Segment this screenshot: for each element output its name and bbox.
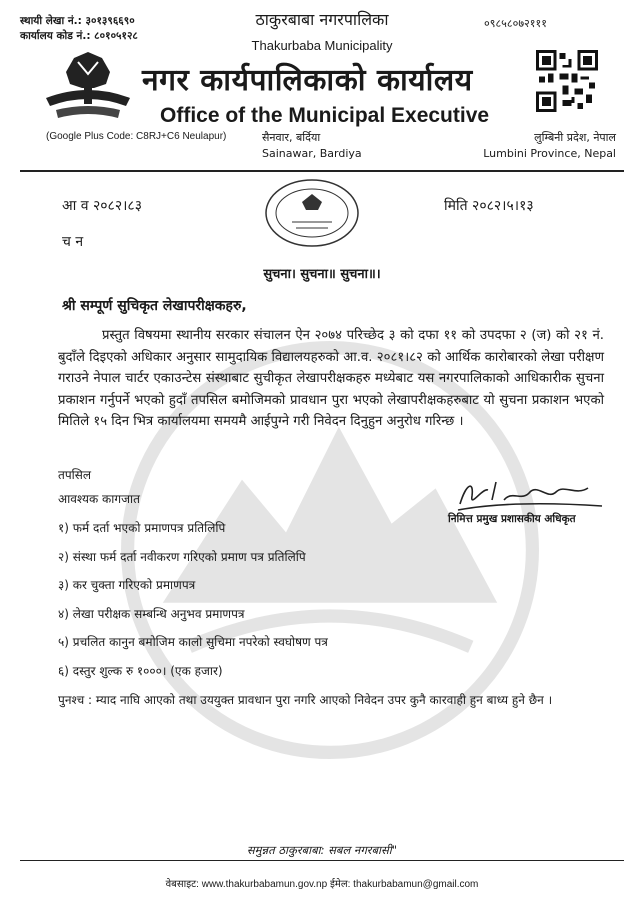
signature (452, 470, 612, 516)
required-docs-heading: आवश्यक कागजात (58, 492, 140, 506)
addressee: श्री सम्पूर्ण सुचिकृत लेखापरीक्षकहरु, (62, 298, 247, 314)
postscript: पुनश्च : म्याद नाघि आएको तथा उययुक्त प्रावधान पुरा नगरि आएको निवेदन उपर कुनै कारवाही हुन बाध्य हुने छैन । (58, 693, 553, 707)
qr-code[interactable] (536, 50, 598, 112)
header-divider (20, 170, 624, 172)
notice-body: प्रस्तुत विषयमा स्थानीय सरकार संचालन ऐन २०७४ परिच्छेद ३ को दफा ११ को उपदफा २ (ज) को २१ नं. बुदाँले दिइएको अधिकार अनुसार सामुदायिक विद्यालयहरुको आ.व. २०८१।८२ को आर्थिक कारोबारको लेखा परीक्षण गराउने नेपाल चार्टर एकाउन्टेस संस्थाबाट सुचीकृत लेखापरीक्षकहरु मध्येबाट यस नगरपालिकाको आधिकारीक सुचना प्रकाशन गर्नुपर्ने भएको हुदाँ तपसिल बमोजिमको प्रावधान पुरा भएको लेखापरीक्षकहरुबाट यो सुचना प्रकाशन भएको मितिले १५ दिन भित्र कार्यालयमा समयमै आईपुग्ने गरी निवेदन दिनुहुन अनुरोध गरिन्छ । (58, 328, 604, 429)
location-np: सैनवार, बर्दिया (262, 131, 321, 144)
footer-contact[interactable]: वेबसाइट: www.thakurbabamun.gov.np ईमेल: thakurbabamun@gmail.com (165, 879, 479, 890)
location-block (262, 130, 362, 162)
list-item: ५) प्रचलित कानुन बमोजिम कालो सुचिमा नपरेको स्वघोषण पत्र (58, 635, 328, 649)
notice-heading: सुचना। सुचना॥ सुचना॥। (263, 267, 381, 282)
office-stamp (262, 176, 362, 250)
province-en: Lumbini Province, Nepal (483, 147, 616, 160)
google-plus-code: (Google Plus Code: C8RJ+C6 Neulapur) (46, 131, 227, 142)
province-np: लुम्बिनी प्रदेश, नेपाल (534, 131, 616, 144)
letter-date: मिति २०८२।५।१३ (444, 198, 534, 214)
municipality-name-np: ठाकुरबाबा नगरपालिका (255, 10, 389, 29)
location-en: Sainawar, Bardiya (262, 147, 362, 160)
office-title-np: नगर कार्यपालिकाको कार्यालय (142, 63, 473, 98)
list-item: ६) दस्तुर शुल्क रु १०००। (एक हजार) (58, 663, 223, 678)
signatory-title: निमित्त प्रमुख प्रशासकीय अधिकृत (448, 513, 576, 525)
dispatch-number: च न (62, 234, 84, 250)
office-code: कार्यालय कोड नं.: ८०१०५१२८ (20, 30, 138, 42)
footer-divider (20, 860, 624, 861)
list-item: ३) कर चुक्ता गरिएको प्रमाणपत्र (58, 578, 196, 592)
list-item: ४) लेखा परीक्षक सम्बन्धि अनुभव प्रमाणपत्र (58, 606, 245, 621)
permanent-account-number: स्थायी लेखा नं.: ३०१३९६६९० (20, 15, 135, 27)
office-title-en: Office of the Municipal Executive (160, 104, 490, 127)
municipality-logo (38, 48, 138, 126)
province-block (476, 130, 616, 162)
list-item: २) संस्था फर्म दर्ता नवीकरण गरिएको प्रमाण पत्र प्रतिलिपि (58, 549, 306, 564)
footer-slogan: समुन्नत ठाकुरबाबा: सबल नगरबासी" (246, 843, 398, 857)
list-item: १) फर्म दर्ता भएको प्रमाणपत्र प्रतिलिपि (58, 521, 226, 535)
municipality-name-en: Thakurbaba Municipality (251, 38, 393, 53)
details-heading: तपसिल (58, 468, 92, 482)
required-docs-list (58, 518, 328, 689)
reference-number: आ व २०८२।८३ (62, 198, 142, 214)
phone-number: ०९८५८०७२१११ (484, 17, 547, 30)
